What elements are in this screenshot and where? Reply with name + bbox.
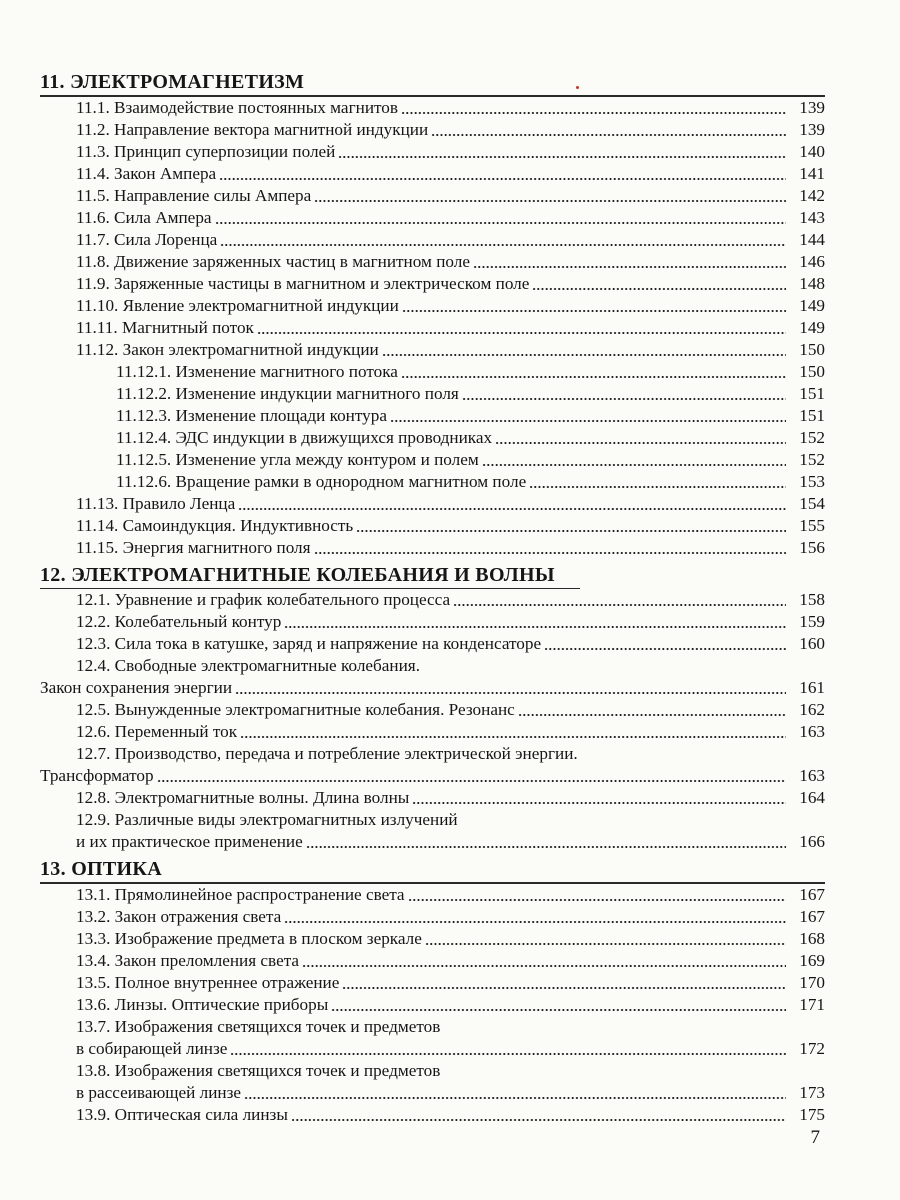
- entry-page: 159: [799, 612, 825, 631]
- entry-title: Закон сохранения энергии: [40, 678, 233, 697]
- dot-leader: [401, 111, 786, 115]
- entry-page: 160: [799, 634, 825, 653]
- entry-page: 161: [799, 678, 825, 697]
- entry-title: в собирающей линзе: [76, 1038, 228, 1058]
- toc-entry[interactable]: [40, 493, 825, 515]
- entry-page: 140: [799, 141, 825, 161]
- section-title: 11. ЭЛЕКТРОМАГНЕТИЗМ: [40, 71, 305, 93]
- dot-leader: [473, 265, 786, 269]
- entry-title: 11.1. Взаимодействие постоянных магнитов: [76, 97, 399, 117]
- toc-entry-first-line[interactable]: 13.8. Изображения светящихся точек и предметов: [76, 1060, 441, 1080]
- entry-title: 12.2. Колебательный контур: [76, 612, 282, 631]
- entry-title: 13.9. Оптическая сила линзы: [76, 1104, 288, 1124]
- section-title: 13. ОПТИКА: [40, 858, 162, 880]
- dot-leader: [544, 647, 786, 651]
- dot-leader: [453, 603, 786, 607]
- entry-title: 11.12.2. Изменение индукции магнитного поля: [116, 383, 459, 403]
- entry-title: 12.1. Уравнение и график колебательного процесса: [76, 590, 451, 609]
- toc-entry[interactable]: [40, 207, 825, 229]
- toc-entry[interactable]: [40, 721, 825, 743]
- entry-title: 12.3. Сила тока в катушке, заряд и напряжение на конденсаторе: [76, 634, 542, 653]
- entry-title: 11.7. Сила Лоренца: [76, 229, 218, 249]
- dot-leader: [314, 551, 786, 555]
- entry-page: 158: [799, 590, 825, 609]
- toc-entry-continuation[interactable]: [40, 677, 825, 699]
- dot-leader: [412, 801, 786, 805]
- toc-entry[interactable]: [40, 339, 825, 361]
- dot-leader: [462, 397, 786, 401]
- entry-title: 11.14. Самоиндукция. Индуктивность: [76, 515, 354, 535]
- entry-page: 170: [799, 972, 825, 992]
- entry-page: 163: [799, 722, 825, 741]
- entry-title: 11.12.1. Изменение магнитного потока: [116, 361, 398, 381]
- toc-subentry[interactable]: [40, 361, 825, 383]
- entry-page: 155: [799, 515, 825, 535]
- dot-leader: [425, 942, 786, 946]
- toc-entry-first-line[interactable]: 12.4. Свободные электромагнитные колебания.: [76, 656, 420, 675]
- dot-leader: [518, 713, 786, 717]
- entry-title: 11.9. Заряженные частицы в магнитном и электрическом поле: [76, 273, 530, 293]
- toc-entry[interactable]: [40, 185, 825, 207]
- toc-entry[interactable]: [40, 633, 825, 655]
- dot-leader: [257, 331, 786, 335]
- toc-entry[interactable]: [40, 163, 825, 185]
- dot-leader: [306, 845, 786, 849]
- entry-page: 164: [799, 788, 825, 807]
- entry-title: Трансформатор: [40, 766, 154, 785]
- entry-page: 173: [799, 1082, 825, 1102]
- toc-entry[interactable]: [40, 119, 825, 141]
- entry-page: 172: [799, 1038, 825, 1058]
- toc-subentry[interactable]: [40, 427, 825, 449]
- toc-entry[interactable]: [40, 611, 825, 633]
- entry-title: 11.8. Движение заряженных частиц в магнитном поле: [76, 251, 470, 271]
- table-of-contents: [40, 70, 825, 1126]
- entry-page: 152: [799, 449, 825, 469]
- entry-title: 11.12.6. Вращение рамки в однородном магнитном поле: [116, 471, 527, 491]
- dot-leader: [408, 898, 786, 902]
- toc-subentry[interactable]: [40, 405, 825, 427]
- entry-page: 156: [799, 537, 825, 557]
- toc-entry[interactable]: [40, 589, 825, 611]
- entry-title: 11.10. Явление электромагнитной индукции: [76, 295, 399, 315]
- section-title: 12. ЭЛЕКТРОМАГНИТНЫЕ КОЛЕБАНИЯ И ВОЛНЫ: [40, 563, 555, 586]
- entry-title: и их практическое применение: [76, 832, 303, 851]
- dot-leader: [529, 485, 786, 489]
- dot-leader: [219, 177, 786, 181]
- toc-entry[interactable]: [40, 295, 825, 317]
- entry-title: 11.2. Направление вектора магнитной индукции: [76, 119, 429, 139]
- toc-entry-continuation[interactable]: [40, 831, 825, 853]
- entry-title: 11.12. Закон электромагнитной индукции: [76, 339, 379, 359]
- toc-entry-first-line[interactable]: 12.7. Производство, передача и потребление электрической энергии.: [76, 744, 578, 763]
- entry-page: 152: [799, 427, 825, 447]
- dot-leader: [342, 986, 786, 990]
- toc-entry-continuation[interactable]: [40, 765, 825, 787]
- toc-entry[interactable]: [40, 229, 825, 251]
- toc-entry-continuation[interactable]: [40, 1038, 825, 1060]
- entry-title: 13.3. Изображение предмета в плоском зеркале: [76, 928, 422, 948]
- dot-leader: [401, 375, 786, 379]
- toc-entry[interactable]: [40, 537, 825, 559]
- entry-title: в рассеивающей линзе: [76, 1082, 242, 1102]
- dot-leader: [482, 463, 786, 467]
- dot-leader: [338, 155, 786, 159]
- page-number: 7: [810, 1127, 820, 1148]
- toc-entry[interactable]: [40, 317, 825, 339]
- dot-leader: [220, 243, 786, 247]
- entry-page: 146: [799, 251, 825, 271]
- toc-entry-continuation[interactable]: [40, 1082, 825, 1104]
- entry-page: 149: [799, 317, 825, 337]
- entry-title: 13.4. Закон преломления света: [76, 950, 300, 970]
- dot-leader: [284, 920, 786, 924]
- entry-title: 12.6. Переменный ток: [76, 722, 238, 741]
- entry-title: 11.3. Принцип суперпозиции полей: [76, 141, 336, 161]
- entry-page: 148: [799, 273, 825, 293]
- entry-title: 11.4. Закон Ампера: [76, 163, 217, 183]
- dot-leader: [215, 221, 786, 225]
- toc-entry[interactable]: [40, 884, 825, 906]
- toc-subentry[interactable]: [40, 449, 825, 471]
- entry-page: 149: [799, 295, 825, 315]
- entry-title: 11.12.5. Изменение угла между контуром и полем: [116, 449, 479, 469]
- dot-leader: [157, 779, 786, 783]
- entry-title: 11.5. Направление силы Ампера: [76, 185, 312, 205]
- entry-page: 153: [799, 471, 825, 491]
- toc-entry[interactable]: [40, 928, 825, 950]
- entry-page: 167: [799, 884, 825, 904]
- dot-leader: [390, 419, 786, 423]
- entry-title: 11.6. Сила Ампера: [76, 207, 212, 227]
- dot-leader: [402, 309, 786, 313]
- entry-title: 12.8. Электромагнитные волны. Длина волны: [76, 788, 410, 807]
- toc-entry[interactable]: [40, 515, 825, 537]
- dot-leader: [240, 735, 786, 739]
- entry-title: 11.15. Энергия магнитного поля: [76, 537, 311, 557]
- toc-subentry[interactable]: [40, 383, 825, 405]
- section-entries: [40, 589, 825, 853]
- dot-leader: [291, 1118, 786, 1122]
- dot-leader: [302, 964, 786, 968]
- toc-entry[interactable]: [40, 906, 825, 928]
- dot-leader: [356, 529, 786, 533]
- toc-entry[interactable]: [40, 972, 825, 994]
- entry-page: 151: [799, 405, 825, 425]
- entry-title: 11.12.3. Изменение площади контура: [116, 405, 387, 425]
- entry-page: 168: [799, 928, 825, 948]
- toc-entry[interactable]: [40, 950, 825, 972]
- entry-title: 11.11. Магнитный поток: [76, 317, 254, 337]
- toc-entry[interactable]: [40, 273, 825, 295]
- toc-entry[interactable]: [40, 699, 825, 721]
- entry-title: 13.5. Полное внутреннее отражение: [76, 972, 340, 992]
- dot-leader: [331, 1008, 786, 1012]
- entry-page: 141: [799, 163, 825, 183]
- dot-leader: [382, 353, 786, 357]
- entry-page: 142: [799, 185, 825, 205]
- entry-title: 13.6. Линзы. Оптические приборы: [76, 994, 329, 1014]
- dot-leader: [284, 625, 786, 629]
- entry-page: 154: [799, 493, 825, 513]
- toc-entry[interactable]: [40, 97, 825, 119]
- entry-page: 139: [799, 97, 825, 117]
- entry-page: 151: [799, 383, 825, 403]
- toc-entry[interactable]: [40, 141, 825, 163]
- entry-page: 175: [799, 1104, 825, 1124]
- dot-leader: [431, 133, 786, 137]
- entry-page: 150: [799, 339, 825, 359]
- toc-entry[interactable]: [40, 1104, 825, 1126]
- dot-leader: [230, 1052, 786, 1056]
- toc-entry-first-line[interactable]: 13.7. Изображения светящихся точек и предметов: [76, 1016, 441, 1036]
- entry-page: 162: [799, 700, 825, 719]
- entry-title: 13.1. Прямолинейное распространение света: [76, 884, 405, 904]
- toc-entry[interactable]: [40, 787, 825, 809]
- entry-title: 12.5. Вынужденные электромагнитные колебания. Резонанс: [76, 700, 515, 719]
- entry-page: 150: [799, 361, 825, 381]
- entry-page: 169: [799, 950, 825, 970]
- entry-title: 13.2. Закон отражения света: [76, 906, 282, 926]
- entry-page: 163: [799, 766, 825, 785]
- entry-page: 166: [799, 832, 825, 851]
- section-entries: [40, 884, 825, 1126]
- dot-leader: [495, 441, 786, 445]
- entry-page: 167: [799, 906, 825, 926]
- entry-page: 171: [799, 994, 825, 1014]
- entry-title: 11.13. Правило Ленца: [76, 493, 236, 513]
- dot-leader: [314, 199, 786, 203]
- entry-page: 144: [799, 229, 825, 249]
- section-entries: [40, 97, 825, 559]
- toc-entry[interactable]: [40, 251, 825, 273]
- entry-page: 139: [799, 119, 825, 139]
- toc-subentry[interactable]: [40, 471, 825, 493]
- toc-entry[interactable]: [40, 994, 825, 1016]
- dot-leader: [244, 1096, 786, 1100]
- dot-leader: [235, 691, 786, 695]
- entry-title: 11.12.4. ЭДС индукции в движущихся проводниках: [116, 427, 493, 447]
- entry-page: 143: [799, 207, 825, 227]
- toc-entry-first-line[interactable]: 12.9. Различные виды электромагнитных излучений: [76, 810, 458, 829]
- dot-leader: [532, 287, 786, 291]
- dot-leader: [238, 507, 786, 511]
